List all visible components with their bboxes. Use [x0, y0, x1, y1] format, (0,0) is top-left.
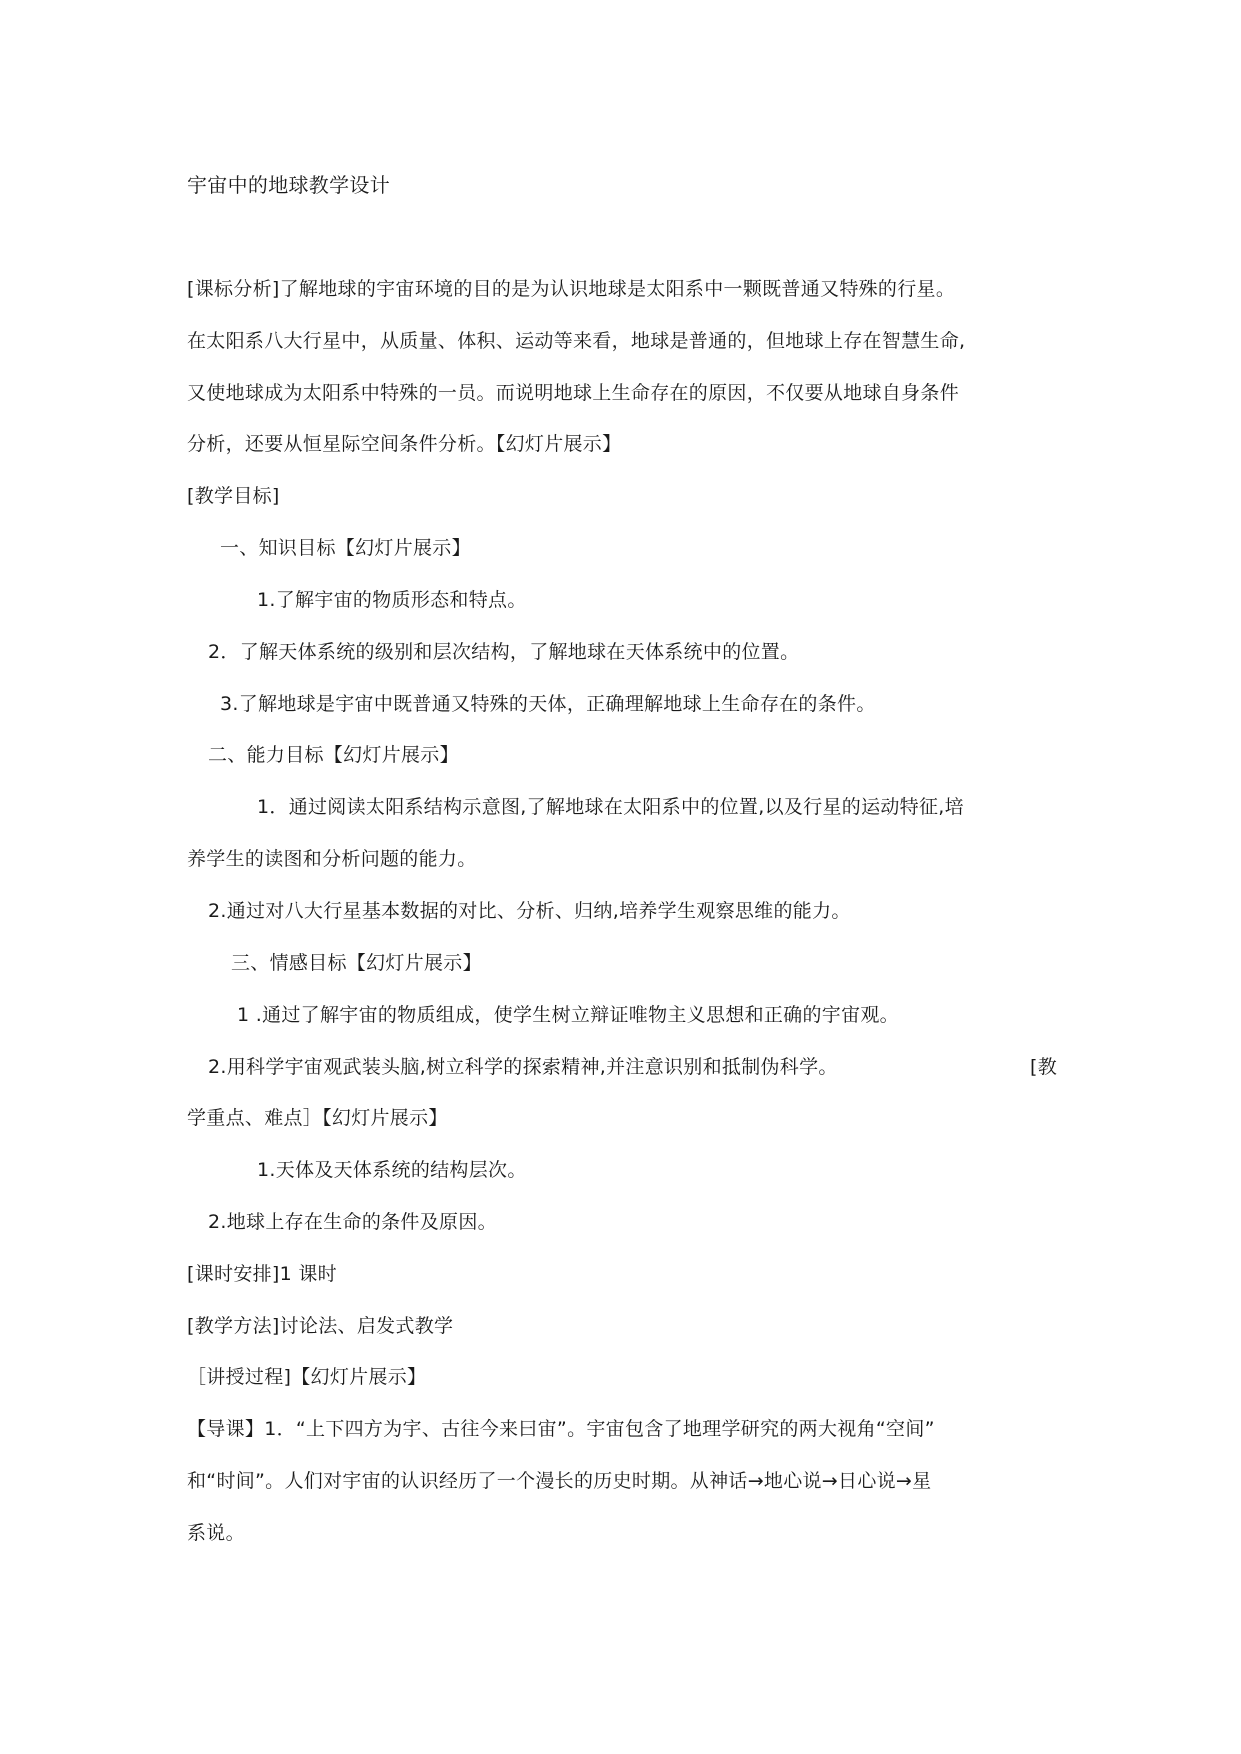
intro-line-2: 和“时间”。人们对宇宙的认识经历了一个漫长的历史时期。从神话→地心说→日心说→星 [187, 1470, 932, 1492]
ability-goal-item-1-line-2: 养学生的读图和分析问题的能力。 [187, 848, 477, 870]
teaching-goals-heading: [教学目标] [187, 485, 280, 507]
key-points-item-1: 1.天体及天体系统的结构层次。 [257, 1159, 527, 1181]
knowledge-goal-item-2: 2．了解天体系统的级别和层次结构，了解地球在天体系统中的位置。 [208, 641, 800, 663]
emotion-goal-item-1: 1 .通过了解宇宙的物质组成，使学生树立辩证唯物主义思想和正确的宇宙观。 [237, 1004, 899, 1026]
ability-goal-item-2: 2.通过对八大行星基本数据的对比、分析、归纳,培养学生观察思维的能力。 [208, 900, 851, 922]
intro-line-3: 系说。 [187, 1522, 245, 1544]
knowledge-goal-item-1: 1.了解宇宙的物质形态和特点。 [257, 589, 527, 611]
knowledge-goal-heading: 一、知识目标【幻灯片展示】 [220, 537, 471, 559]
ability-goal-heading: 二、能力目标【幻灯片展示】 [208, 744, 459, 766]
ability-goal-item-1-line-1: 1．通过阅读太阳系结构示意图,了解地球在太阳系中的位置,以及行星的运动特征,培 [257, 796, 964, 818]
key-points-item-2: 2.地球上存在生命的条件及原因。 [208, 1211, 497, 1233]
class-schedule: [课时安排]1 课时 [187, 1263, 337, 1285]
key-points-heading: 学重点、难点］【幻灯片展示】 [187, 1107, 448, 1129]
curriculum-analysis-line-3: 又使地球成为太阳系中特殊的一员。而说明地球上生命存在的原因，不仅要从地球自身条件 [187, 382, 960, 404]
emotion-goal-item-2: 2.用科学宇宙观武装头脑,树立科学的探索精神,并注意识别和抵制伪科学。 [208, 1056, 838, 1078]
key-points-heading-prefix: [教 [1030, 1056, 1058, 1078]
document-title: 宇宙中的地球教学设计 [187, 173, 390, 197]
emotion-goal-heading: 三、情感目标【幻灯片展示】 [231, 952, 482, 974]
knowledge-goal-item-3: 3.了解地球是宇宙中既普通又特殊的天体，正确理解地球上生命存在的条件。 [220, 693, 876, 715]
process-heading: ［讲授过程]【幻灯片展示】 [187, 1366, 427, 1388]
curriculum-analysis-line-2: 在太阳系八大行星中，从质量、体积、运动等来看，地球是普通的，但地球上存在智慧生命, [187, 330, 966, 352]
curriculum-analysis-line-4: 分析，还要从恒星际空间条件分析。【幻灯片展示】 [187, 433, 622, 455]
intro-line-1: 【导课】1．“上下四方为宇、古往今来曰宙”。宇宙包含了地理学研究的两大视角“空间” [187, 1418, 935, 1440]
teaching-method: [教学方法]讨论法、启发式教学 [187, 1315, 454, 1337]
curriculum-analysis-line-1: [课标分析]了解地球的宇宙环境的目的是为认识地球是太阳系中一颗既普通又特殊的行星。 [187, 278, 956, 300]
